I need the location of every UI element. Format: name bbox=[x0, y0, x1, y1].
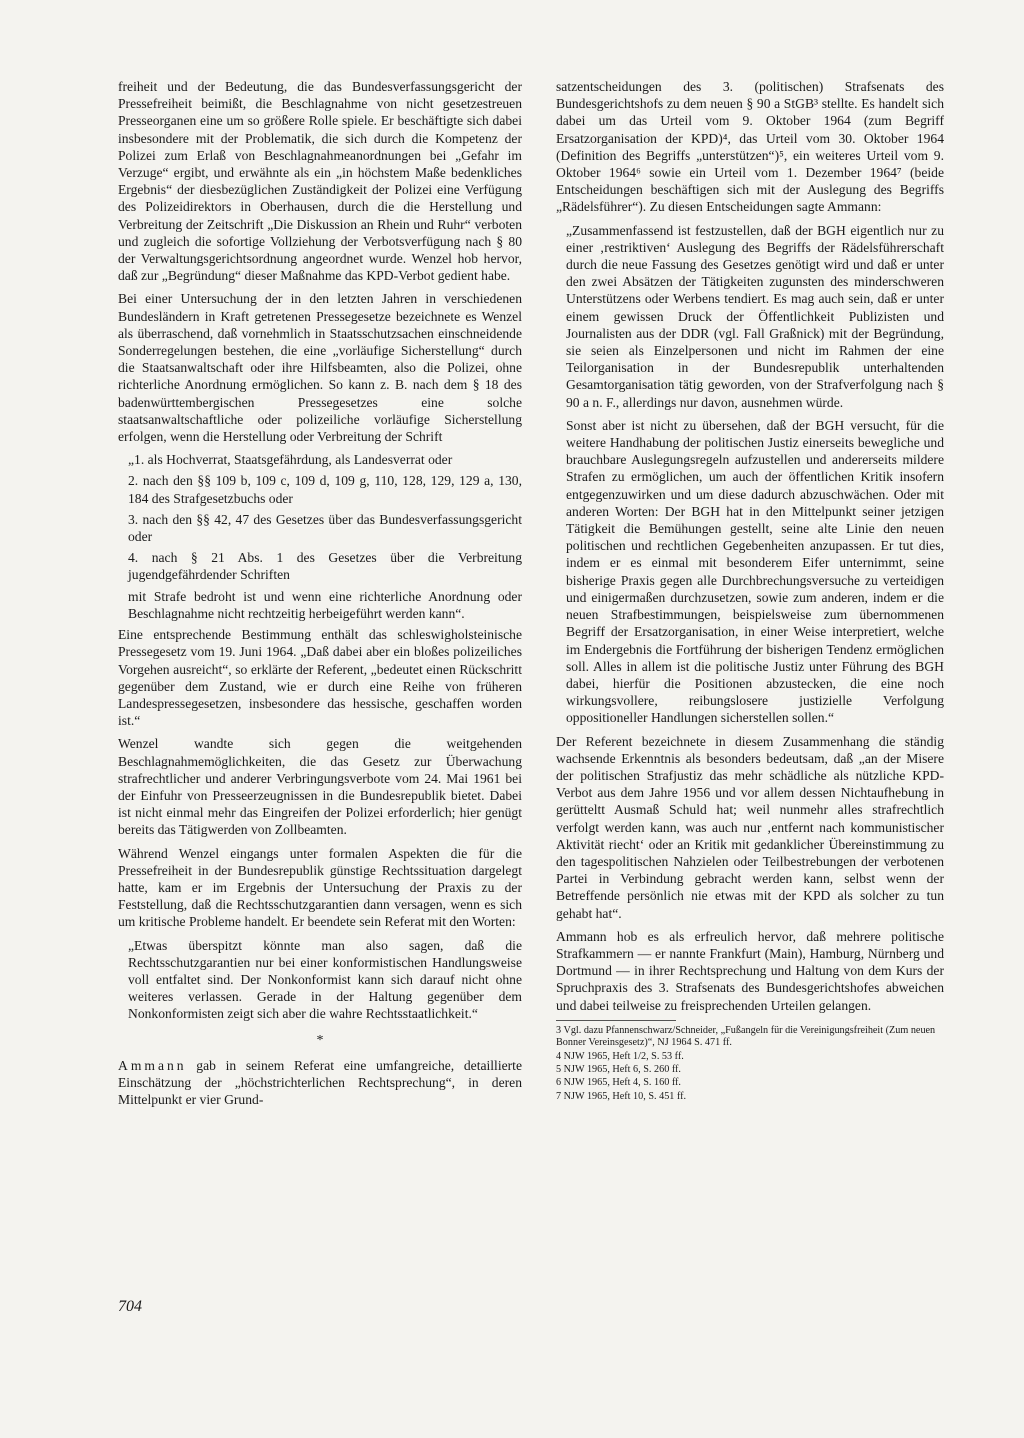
paragraph: freiheit und der Bedeutung, die das Bundesverfassungsgericht der Pressefreiheit beimißt, die Beschlagnahme von nicht gesetzestreuen Presseorganen eine um so größere Rolle spiele. Er beschäftigte sich dabei insbesondere mit der Problematik, die sich durch die Kompetenz der Polizei zum Erlaß von Beschlagnahmeanordnungen bei „Gefahr im Verzuge“ ergibt, und erwähnte als ein „in höchstem Maße bedenkliches Ergebnis“ der diesbezüglichen Zuständigkeit der Polizei eine Verfügung des Polizeidirektors in Oberhausen, durch die die Herstellung und Verbreitung der Zeitschrift „Die Diskussion an Rhein und Ruhr“ verboten und zugleich die sofortige Vollziehung der Verbotsverfügung nach § 80 der Verwaltungsgerichtsordnung angeordnet wurde. Wenzel hob hervor, daß zur „Begründung“ dieser Maßnahme das KPD-Verbot gedient habe. bbox=[118, 79, 522, 284]
right-column bbox=[556, 78, 944, 1104]
paragraph: Der Referent bezeichnete in diesem Zusammenhang die ständig wachsende Erkenntnis als besonders bedeutsam, daß „an der Misere der politischen Strafjustiz das mehr schädliche als nützliche KPD-Verbot aus dem Jahre 1956 und vor allem dessen Nichtaufhebung in gerütteltt Ausmaß Schuld hat; weil nunmehr alles strafrechtlich verfolgt werden kann, was auch nur ‚entfernt nach kommunistischer Aktivität riecht‘ oder an Kritik mit gedanklicher Übereinstimmung zu den tagespolitischen Nahzielen oder Teilbestrebungen der verbotenen Partei in Verbindung gebracht werden kann, selbst wenn der Betreffende persönlich nie etwas mit der KPD als solcher zu tun gehabt hat“. bbox=[556, 733, 944, 921]
footnotes bbox=[556, 1025, 944, 1103]
quote-paragraph: Sonst aber ist nicht zu übersehen, daß der BGH versucht, für die weitere Handhabung der politischen Justiz einerseits bewegliche und brauchbare Auslegungsregeln aufzustellen und andererseits mildere Strafen zu ermöglichen, um auch der öffentlichen Kritik insofern entgegenzuwirken und um diese dadurch abzuschwächen. Oder mit anderen Worten: Der BGH hat in den Mittelpunkt seiner jetzigen Tätigkeit die Bemühungen gestellt, seine alte Linie den neuen politischen und rechtlichen Gegebenheiten anzupassen. Er tut dies, indem er es einmal mit besonderem Eifer unternimmt, seine bisherige Praxis gegen alle Durchbrechungsversuche zu verteidigen und einigermaßen durchzusetzen, sowie zum anderen, indem er die neuen Strafbestimmungen, beispielsweise zum übernommenen Begriff der Ersatzorganisation, in einer Weise interpretiert, welche im Endergebnis die Fortführung der bisherigen Tendenz ermöglichen soll. Alles in allem ist die politische Justiz unter Führung des BGH dabei, hierfür die Positionen abzustecken, die eine noch wirkungsvollere, reibungslosere justizielle Verfolgung oppositioneller Handlungen sicherstellen sollen.“ bbox=[566, 417, 944, 726]
footnote: 4 NJW 1965, Heft 1/2, S. 53 ff. bbox=[556, 1050, 684, 1062]
paragraph bbox=[118, 1057, 522, 1109]
paragraph: satzentscheidungen des 3. (politischen) Strafsenats des Bundesgerichtshofs zu dem neuen § 90 a StGB³ stellte. Es handelt sich dabei um das Urteil vom 9. Oktober 1964 (zum Begriff Ersatzorganisation der KPD)⁴, das Urteil vom 30. Oktober 1964 (Definition des Begriffs „unterstützen“)⁵, ein weiteres Urteil vom 9. Oktober 1964⁶ sowie ein Urteil vom 1. Dezember 1964⁷ (beide Entscheidungen beschäftigen sich mit der Auslegung des Begriffs „Rädelsführer“). Zu diesen Entscheidungen sagte Ammann: bbox=[556, 79, 944, 215]
paragraph-text: gab in seinem Referat eine umfangreiche, detaillierte Einschätzung der „höchstrichterlichen Rechtsprechung“, in deren Mittelpunkt er vier Grund- bbox=[118, 1057, 522, 1107]
footnote: 5 NJW 1965, Heft 6, S. 260 ff. bbox=[556, 1063, 681, 1075]
footnote: 6 NJW 1965, Heft 4, S. 160 ff. bbox=[556, 1077, 681, 1089]
quote-paragraph: „Zusammenfassend ist festzustellen, daß der BGH eigentlich nur zu einer ‚restriktiven‘ Auslegung des Begriffs der Rädelsführerschaft durch die neue Fassung des Gesetzes genötigt wird und daß er unter den zwei Absätzen der Tätigkeiten zugunsten des minderschweren Unterstützens oder Werbens tendiert. Es mag auch sein, daß er unter einem gewissen Druck der Öffentlichkeit Publizisten und Journalisten aus der DDR (vgl. Fall Graßnick) mit der Begründung, sie seien als Einzelpersonen und nicht im Rahmen der eine Teilorganisation in der Bundesrepublik unterhaltenden Gesamtorganisation tätig geworden, von der Strafverfolgung nach § 90 a n. F., allerdings nur davon, ausnehmen würde. bbox=[566, 222, 944, 410]
list-item: 4. nach § 21 Abs. 1 des Gesetzes über die Verbreitung jugendgefährdender Schriften bbox=[128, 550, 522, 583]
list-item: „1. als Hochverrat, Staatsgefährdung, als Landesverrat oder bbox=[128, 452, 453, 468]
list-item: mit Strafe bedroht ist und wenn eine richterliche Anordnung oder Beschlagnahme nicht rechtzeitig herbeigeführt werden kann“. bbox=[128, 588, 522, 621]
paragraph: Während Wenzel eingangs unter formalen Aspekten die für die Pressefreiheit in der Bundesrepublik günstige Rechtssituation dargelegt hatte, kam er im Ergebnis der Untersuchung der Praxis zu der Feststellung, daß die Rechtsschutzgarantien dann versagen, wenn es sich um kritische Probleme handelt. Er beendete sein Referat mit den Worten: bbox=[118, 845, 522, 930]
list-item: 2. nach den §§ 109 b, 109 c, 109 d, 109 g, 110, 128, 129, 129 a, 130, 184 des Strafgesetzbuchs oder bbox=[128, 473, 522, 506]
paragraph: Wenzel wandte sich gegen die weitgehenden Beschlagnahmemöglichkeiten, die das Gesetz zur Überwachung strafrechtlicher und anderer Verbringungsverbote vom 24. Mai 1961 bei der Einfuhr von Presseerzeugnissen in die Bundesrepublik bietet. Dabei ist nicht einmal mehr das Eingreifen der Polizei erforderlich; hier genügt bereits das Tätigwerden von Zollbeamten. bbox=[118, 736, 522, 838]
footnote: 7 NJW 1965, Heft 10, S. 451 ff. bbox=[556, 1090, 687, 1102]
paragraph: Eine entsprechende Bestimmung enthält das schleswigholsteinische Pressegesetz vom 19. Juni 1964. „Daß dabei aber ein bloßes polizeiliches Vorgehen ausreicht“, so erklärte der Referent, „bedeutet einen Rückschritt gegenüber dem Zustand, wie er durch eine Reihe von früheren Landespressegesetzen, insbesondere das hessische, geschaffen worden ist.“ bbox=[118, 627, 522, 729]
paragraph: Ammann hob es als erfreulich hervor, daß mehrere politische Strafkammern — er nannte Frankfurt (Main), Hamburg, Nürnberg und Dortmund — in ihrer Rechtsprechung und Haltung von dem Kurs der Spruchpraxis des 3. Strafsenats des Bundesgerichtshofes abweichen und dabei teilweise zu freisprechenden Urteilen gelangen. bbox=[556, 928, 944, 1013]
footnote-divider bbox=[556, 1020, 676, 1021]
paragraph: Bei einer Untersuchung der in den letzten Jahren in verschiedenen Bundesländern in Kraft getretenen Pressegesetze bezeichnete es Wenzel als überraschend, daß vornehmlich in Staatsschutzsachen einschneidende Sonderregelungen bestehen, die eine „vorläufige Sicherstellung“ durch die Staatsanwaltschaft oder ihre Hilfsbeamten, also die Polizei, ohne richterliche Anordnung ermöglichen. So kann z. B. nach dem § 18 des badenwürttembergischen Pressegesetzes eine solche staatsanwaltschaftliche oder polizeiliche vorläufige Sicherstellung erfolgen, wenn die Herstellung oder Verbreitung der Schrift bbox=[118, 291, 522, 445]
left-column bbox=[118, 78, 522, 1114]
spaced-name: Ammann bbox=[118, 1057, 187, 1073]
list-item: 3. nach den §§ 42, 47 des Gesetzes über das Bundesverfassungsgericht oder bbox=[128, 511, 522, 545]
footnote: 3 Vgl. dazu Pfannenschwarz/Schneider, „Fußangeln für die Vereinigungsfreiheit (Zum neuen Bonner Vereinsgesetz)“, NJ 1964 S. 471 ff. bbox=[556, 1024, 936, 1049]
quote-paragraph: „Etwas überspitzt könnte man also sagen, daß die Rechtsschutzgarantien nur bei einer konformistischen Handlungsweise voll entfaltet sind. Der Nonkonformist kann sich darauf nicht ohne weiteres verlassen. Gerade in der Haltung gegenüber dem Nonkonformisten zeigt sich aber die wahre Rechtsstaatlichkeit.“ bbox=[128, 937, 522, 1022]
section-separator: * bbox=[316, 1032, 324, 1048]
page-number: 704 bbox=[118, 1298, 142, 1315]
